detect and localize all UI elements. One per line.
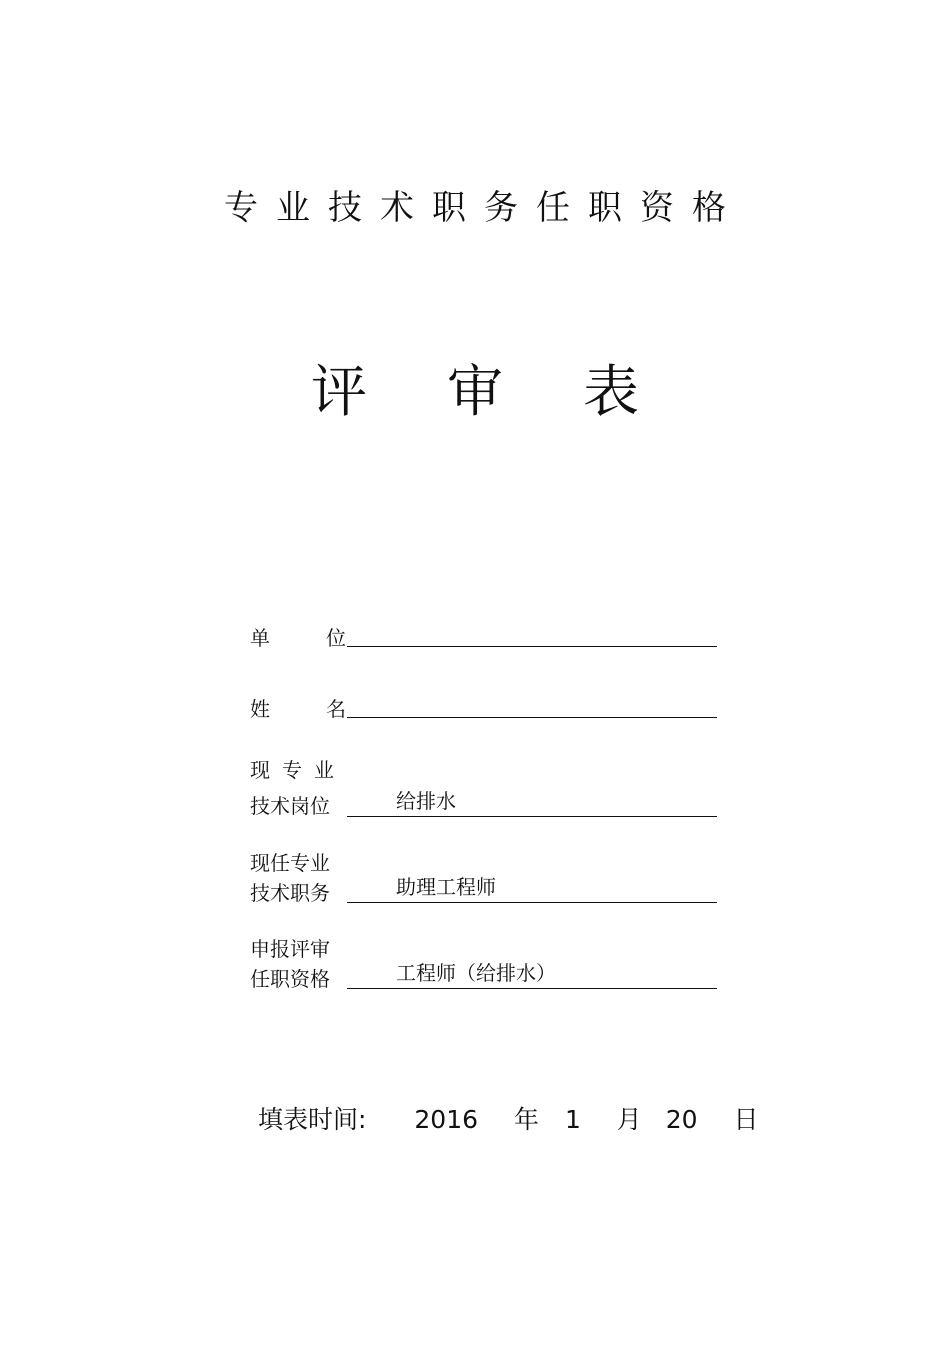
unit-label-char-1: 单 bbox=[250, 626, 270, 650]
applied-qualification-label-bottom: 任职资格 bbox=[250, 967, 330, 991]
current-post-label-bottom: 技术岗位 bbox=[250, 794, 330, 818]
fill-date-year-unit: 年 bbox=[513, 1105, 539, 1134]
form-section bbox=[250, 0, 720, 1345]
document-title-line2: 评审表 bbox=[311, 360, 719, 425]
fill-date-day-unit: 日 bbox=[733, 1105, 759, 1134]
name-label bbox=[250, 693, 346, 722]
fill-date-year: 2016 bbox=[414, 1105, 479, 1134]
unit-label bbox=[250, 622, 346, 651]
current-title-field[interactable] bbox=[347, 874, 717, 903]
name-field[interactable] bbox=[347, 689, 717, 718]
applied-qualification-value: 工程师（给排水） bbox=[396, 961, 556, 985]
fill-date-label: 填表时间: bbox=[258, 1105, 367, 1134]
current-title-label-bottom: 技术职务 bbox=[250, 881, 330, 905]
current-post-label-top: 现专业 bbox=[250, 758, 346, 782]
fill-date-month-unit: 月 bbox=[616, 1105, 642, 1134]
current-post-field[interactable] bbox=[347, 788, 717, 817]
fill-date-month: 1 bbox=[564, 1105, 581, 1134]
name-label-char-2: 名 bbox=[326, 697, 346, 721]
current-post-value: 给排水 bbox=[396, 789, 456, 813]
applied-qualification-field[interactable] bbox=[347, 960, 717, 989]
name-label-char-1: 姓 bbox=[250, 697, 270, 721]
current-title-value: 助理工程师 bbox=[396, 875, 496, 899]
fill-date-day: 20 bbox=[665, 1105, 698, 1134]
current-title-label-top: 现任专业 bbox=[250, 851, 330, 875]
applied-qualification-label-top: 申报评审 bbox=[250, 937, 330, 961]
fill-date-row bbox=[258, 1100, 759, 1136]
unit-label-char-2: 位 bbox=[326, 626, 346, 650]
document-title-line1: 专业技术职务任职资格 bbox=[224, 188, 744, 228]
unit-field[interactable] bbox=[347, 618, 717, 647]
